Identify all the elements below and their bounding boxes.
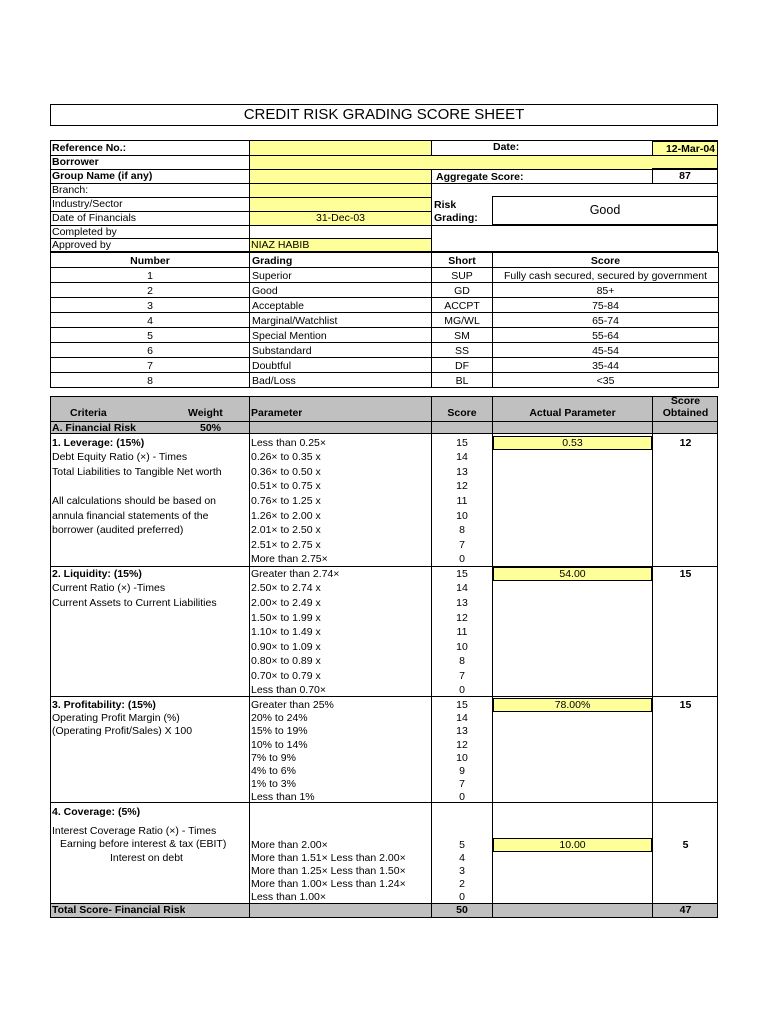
leverage-param: 2.51× to 2.75 x	[251, 539, 321, 551]
branch-label: Branch:	[52, 184, 89, 196]
grades-col-short: Short	[432, 253, 493, 268]
risk-grading-label-2: Grading:	[434, 212, 478, 224]
leverage-desc-5: annula financial statements of the	[52, 510, 209, 522]
leverage-score: 11	[456, 495, 468, 507]
col-score-obtained-2: Obtained	[662, 407, 709, 419]
profitability-param: 1% to 3%	[251, 778, 296, 790]
profitability-score: 0	[459, 791, 465, 803]
leverage-param: More than 2.75×	[251, 553, 328, 565]
grades-col-grading: Grading	[250, 253, 432, 268]
profitability-param: 7% to 9%	[251, 752, 296, 764]
profitability-param: 20% to 24%	[251, 712, 308, 724]
table-row: 8 Bad/Loss BL <35	[51, 373, 719, 388]
coverage-score: 2	[459, 878, 465, 890]
liquidity-score: 0	[459, 684, 465, 696]
leverage-param: Less than 0.25×	[251, 437, 327, 449]
leverage-score: 15	[456, 437, 468, 449]
profitability-param: 4% to 6%	[251, 765, 296, 777]
coverage-score: 0	[459, 891, 465, 903]
coverage-desc-2: Earning before interest & tax (EBIT)	[60, 838, 227, 850]
liquidity-param: 0.70× to 0.79 x	[251, 670, 321, 682]
coverage-param: More than 1.00× Less than 1.24×	[251, 878, 406, 890]
liquidity-score: 8	[459, 655, 465, 667]
header-block	[50, 140, 718, 252]
profitability-score: 15	[456, 699, 468, 711]
coverage-desc-1: Interest Coverage Ratio (×) - Times	[52, 825, 217, 837]
table-row: 3 Acceptable ACCPT 75-84	[51, 298, 719, 313]
profitability-param: Less than 1%	[251, 791, 315, 803]
leverage-score: 14	[456, 451, 468, 463]
leverage-desc-4: All calculations should be based on	[52, 495, 217, 507]
section-financial-risk-weight: 50%	[200, 422, 222, 434]
industry-label: Industry/Sector	[52, 198, 123, 210]
profitability-score: 13	[456, 725, 468, 737]
col-weight: Weight	[188, 407, 223, 419]
criteria-table	[50, 396, 718, 918]
group-name-label: Group Name (if any)	[52, 170, 153, 182]
liquidity-score: 15	[456, 568, 468, 580]
profitability-desc-2: (Operating Profit/Sales) X 100	[52, 725, 193, 737]
liquidity-actual-input[interactable]: 54.00	[493, 567, 652, 581]
leverage-param: 1.26× to 2.00 x	[251, 510, 321, 522]
section-financial-risk: A. Financial Risk	[52, 422, 137, 434]
leverage-score: 12	[456, 480, 468, 492]
liquidity-param: Greater than 2.74×	[251, 568, 340, 580]
grades-col-score: Score	[493, 253, 719, 268]
table-row: 5 Special Mention SM 55-64	[51, 328, 719, 343]
borrower-label: Borrower	[52, 156, 99, 168]
coverage-score: 5	[459, 839, 465, 851]
col-score-obtained-1: Score	[670, 395, 701, 407]
grades-table	[50, 252, 719, 388]
aggregate-score-label: Aggregate Score:	[436, 171, 524, 183]
approved-by-value[interactable]: NIAZ HABIB	[251, 239, 310, 251]
liquidity-title: 2. Liquidity: (15%)	[52, 568, 142, 580]
liquidity-param: 0.80× to 0.89 x	[251, 655, 321, 667]
leverage-desc-6: borrower (audited preferred)	[52, 524, 184, 536]
total-score-obtained: 47	[679, 904, 692, 916]
liquidity-score: 14	[456, 582, 468, 594]
leverage-param: 0.26× to 0.35 x	[251, 451, 321, 463]
date-label: Date:	[493, 141, 520, 153]
profitability-score: 10	[456, 752, 468, 764]
liquidity-param: 2.00× to 2.49 x	[251, 597, 321, 609]
liquidity-desc-2: Current Assets to Current Liabilities	[52, 597, 217, 609]
reference-label: Reference No.:	[52, 142, 127, 154]
coverage-score: 4	[459, 852, 465, 864]
date-value[interactable]: 12-Mar-04	[652, 141, 718, 156]
coverage-desc-3: Interest on debt	[110, 852, 183, 864]
liquidity-param: 1.10× to 1.49 x	[251, 626, 321, 638]
coverage-param: More than 1.51× Less than 2.00×	[251, 852, 406, 864]
leverage-score: 8	[459, 524, 465, 536]
profitability-score: 7	[459, 778, 465, 790]
coverage-score: 3	[459, 865, 465, 877]
leverage-actual-input[interactable]: 0.53	[493, 436, 652, 450]
profitability-title: 3. Profitability: (15%)	[52, 699, 156, 711]
liquidity-param: 2.50× to 2.74 x	[251, 582, 321, 594]
col-score: Score	[447, 407, 477, 419]
leverage-desc-2: Total Liabilities to Tangible Net worth	[52, 466, 222, 478]
leverage-desc-1: Debt Equity Ratio (×) - Times	[52, 451, 188, 463]
leverage-score: 13	[456, 466, 468, 478]
profitability-desc-1: Operating Profit Margin (%)	[52, 712, 180, 724]
leverage-score: 0	[459, 553, 465, 565]
page-title: CREDIT RISK GRADING SCORE SHEET	[50, 104, 718, 126]
profitability-score: 14	[456, 712, 468, 724]
profitability-param: 15% to 19%	[251, 725, 308, 737]
leverage-param: 0.76× to 1.25 x	[251, 495, 321, 507]
leverage-param: 0.36× to 0.50 x	[251, 466, 321, 478]
profitability-param: 10% to 14%	[251, 739, 308, 751]
profitability-score: 9	[459, 765, 465, 777]
liquidity-score: 10	[456, 641, 468, 653]
coverage-param: Less than 1.00×	[251, 891, 327, 903]
table-row: 6 Substandard SS 45-54	[51, 343, 719, 358]
liquidity-score-obtained: 15	[679, 568, 692, 580]
risk-grading-value: Good	[492, 196, 718, 225]
total-label: Total Score- Financial Risk	[52, 904, 186, 916]
liquidity-param: Less than 0.70×	[251, 684, 327, 696]
liquidity-desc-1: Current Ratio (×) -Times	[52, 582, 166, 594]
profitability-score: 12	[456, 739, 468, 751]
aggregate-score-value: 87	[652, 168, 718, 184]
coverage-score-obtained: 5	[682, 839, 689, 851]
liquidity-score: 7	[459, 670, 465, 682]
leverage-title: 1. Leverage: (15%)	[52, 437, 145, 449]
profitability-score-obtained: 15	[679, 699, 692, 711]
leverage-score: 10	[456, 510, 468, 522]
col-actual-parameter: Actual Parameter	[529, 407, 616, 419]
coverage-param: More than 1.25× Less than 1.50×	[251, 865, 406, 877]
coverage-param: More than 2.00×	[251, 839, 328, 851]
liquidity-score: 11	[456, 626, 468, 638]
approved-by-label: Approved by	[52, 239, 111, 251]
coverage-title: 4. Coverage: (5%)	[52, 806, 141, 818]
liquidity-score: 12	[456, 612, 468, 624]
profitability-param: Greater than 25%	[251, 699, 334, 711]
coverage-actual-input[interactable]: 10.00	[493, 838, 652, 852]
table-row: 4 Marginal/Watchlist MG/WL 65-74	[51, 313, 719, 328]
liquidity-score: 13	[456, 597, 468, 609]
leverage-param: 0.51× to 0.75 x	[251, 480, 321, 492]
table-row: 7 Doubtful DF 35-44	[51, 358, 719, 373]
completed-by-label: Completed by	[52, 226, 117, 238]
financials-date-value[interactable]: 31-Dec-03	[315, 212, 366, 224]
total-score: 50	[456, 904, 468, 916]
col-parameter: Parameter	[251, 407, 303, 419]
leverage-score: 7	[459, 539, 465, 551]
table-row: 2 Good GD 85+	[51, 283, 719, 298]
risk-grading-label-1: Risk	[434, 199, 457, 211]
liquidity-param: 1.50× to 1.99 x	[251, 612, 321, 624]
financials-label: Date of Financials	[52, 212, 137, 224]
leverage-score-obtained: 12	[679, 437, 692, 449]
grades-col-number: Number	[51, 253, 250, 268]
table-row: 1 Superior SUP Fully cash secured, secured by government	[51, 268, 719, 283]
profitability-actual-input[interactable]: 78.00%	[493, 698, 652, 712]
leverage-param: 2.01× to 2.50 x	[251, 524, 321, 536]
liquidity-param: 0.90× to 1.09 x	[251, 641, 321, 653]
col-criteria: Criteria	[70, 407, 107, 419]
